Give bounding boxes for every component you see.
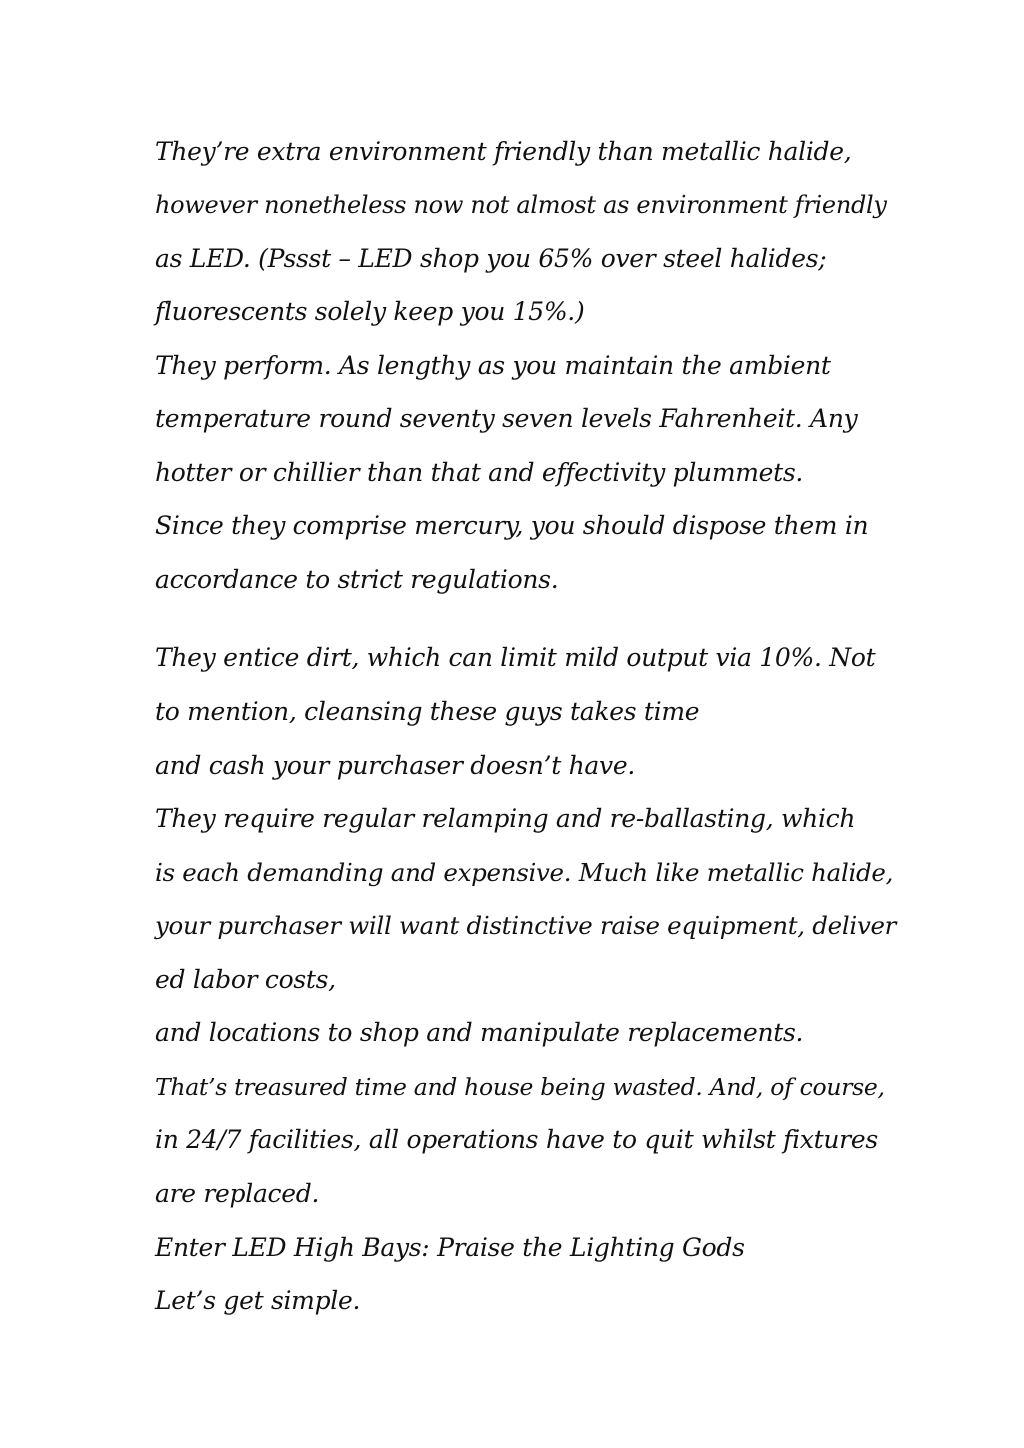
text-line: Let’s get simple.: [155, 1286, 361, 1315]
text-line: your purchaser will want distinctive raise equipment, deliver: [155, 911, 897, 940]
text-line: They’re extra environment friendly than metallic halide,: [155, 137, 852, 166]
text-line: fluorescents solely keep you 15%.): [155, 297, 585, 326]
text-line: to mention, cleansing these guys takes time: [155, 697, 700, 726]
text-line: They entice dirt, which can limit mild output via 10%. Not: [155, 643, 876, 672]
text-line: in 24/7 facilities, all operations have to quit whilst fixtures: [155, 1125, 878, 1154]
text-line: however nonetheless now not almost as environment friendly: [155, 191, 887, 219]
text-line: and cash your purchaser doesn’t have.: [155, 751, 635, 780]
text-line: hotter or chillier than that and effectivity plummets.: [155, 458, 804, 487]
text-line: ed labor costs,: [155, 965, 336, 994]
text-line: as LED. (Pssst – LED shop you 65% over steel halides;: [155, 244, 827, 273]
text-line: Since they comprise mercury, you should dispose them in: [155, 511, 869, 540]
text-line: and locations to shop and manipulate replacements.: [155, 1018, 804, 1047]
text-line: is each demanding and expensive. Much like metallic halide,: [155, 858, 894, 887]
text-line: That’s treasured time and house being wasted. And, of course,: [155, 1073, 885, 1101]
text-line: They perform. As lengthy as you maintain the ambient: [155, 351, 831, 380]
text-line: temperature round seventy seven levels Fahrenheit. Any: [155, 404, 858, 433]
text-line: accordance to strict regulations.: [155, 565, 559, 594]
text-line: They require regular relamping and re-ballasting, which: [155, 804, 856, 833]
text-line: Enter LED High Bays: Praise the Lighting Gods: [155, 1233, 745, 1262]
text-line: are replaced.: [155, 1179, 320, 1208]
